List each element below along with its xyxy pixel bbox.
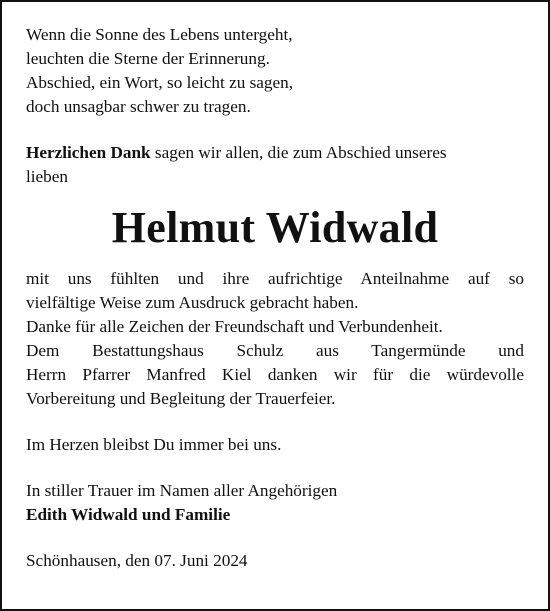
memorial-poem [26, 23, 524, 119]
signature-block [26, 479, 524, 527]
thanks-body [26, 267, 524, 411]
place-and-date: Schönhausen, den 07. Juni 2024 [26, 551, 248, 570]
body-line: Danke für alle Zeichen der Freundschaft und Verbundenheit. [26, 317, 443, 336]
signature-names: Edith Widwald und Familie [26, 505, 231, 524]
body-line: Vorbereitung und Begleitung der Trauerfeier. [26, 389, 336, 408]
body-line: Dem Bestattungshaus Schulz aus Tangermünde und [26, 341, 524, 360]
signature-intro: In stiller Trauer im Namen aller Angehörigen [26, 481, 338, 500]
body-line: vielfältige Weise zum Ausdruck gebracht haben. [26, 293, 359, 312]
poem-line: doch unsagbar schwer zu tragen. [26, 97, 251, 116]
body-line: Herrn Pfarrer Manfred Kiel danken wir für die würdevolle [26, 365, 524, 384]
thanks-intro [26, 141, 524, 189]
body-line: mit uns fühlten und ihre aufrichtige Anteilnahme auf so [26, 269, 524, 288]
poem-line: Abschied, ein Wort, so leicht zu sagen, [26, 73, 294, 92]
poem-line: Wenn die Sonne des Lebens untergeht, [26, 25, 293, 44]
thanks-intro-line2: lieben [26, 167, 68, 186]
deceased-name: Helmut Widwald [111, 203, 439, 252]
thanks-bold-phrase: Herzlichen Dank [26, 143, 151, 162]
closing-sentence: Im Herzen bleibst Du immer bei uns. [26, 435, 282, 454]
thanks-intro-text: sagen wir allen, die zum Abschied unseres [150, 143, 447, 162]
poem-line: leuchten die Sterne der Erinnerung. [26, 49, 270, 68]
